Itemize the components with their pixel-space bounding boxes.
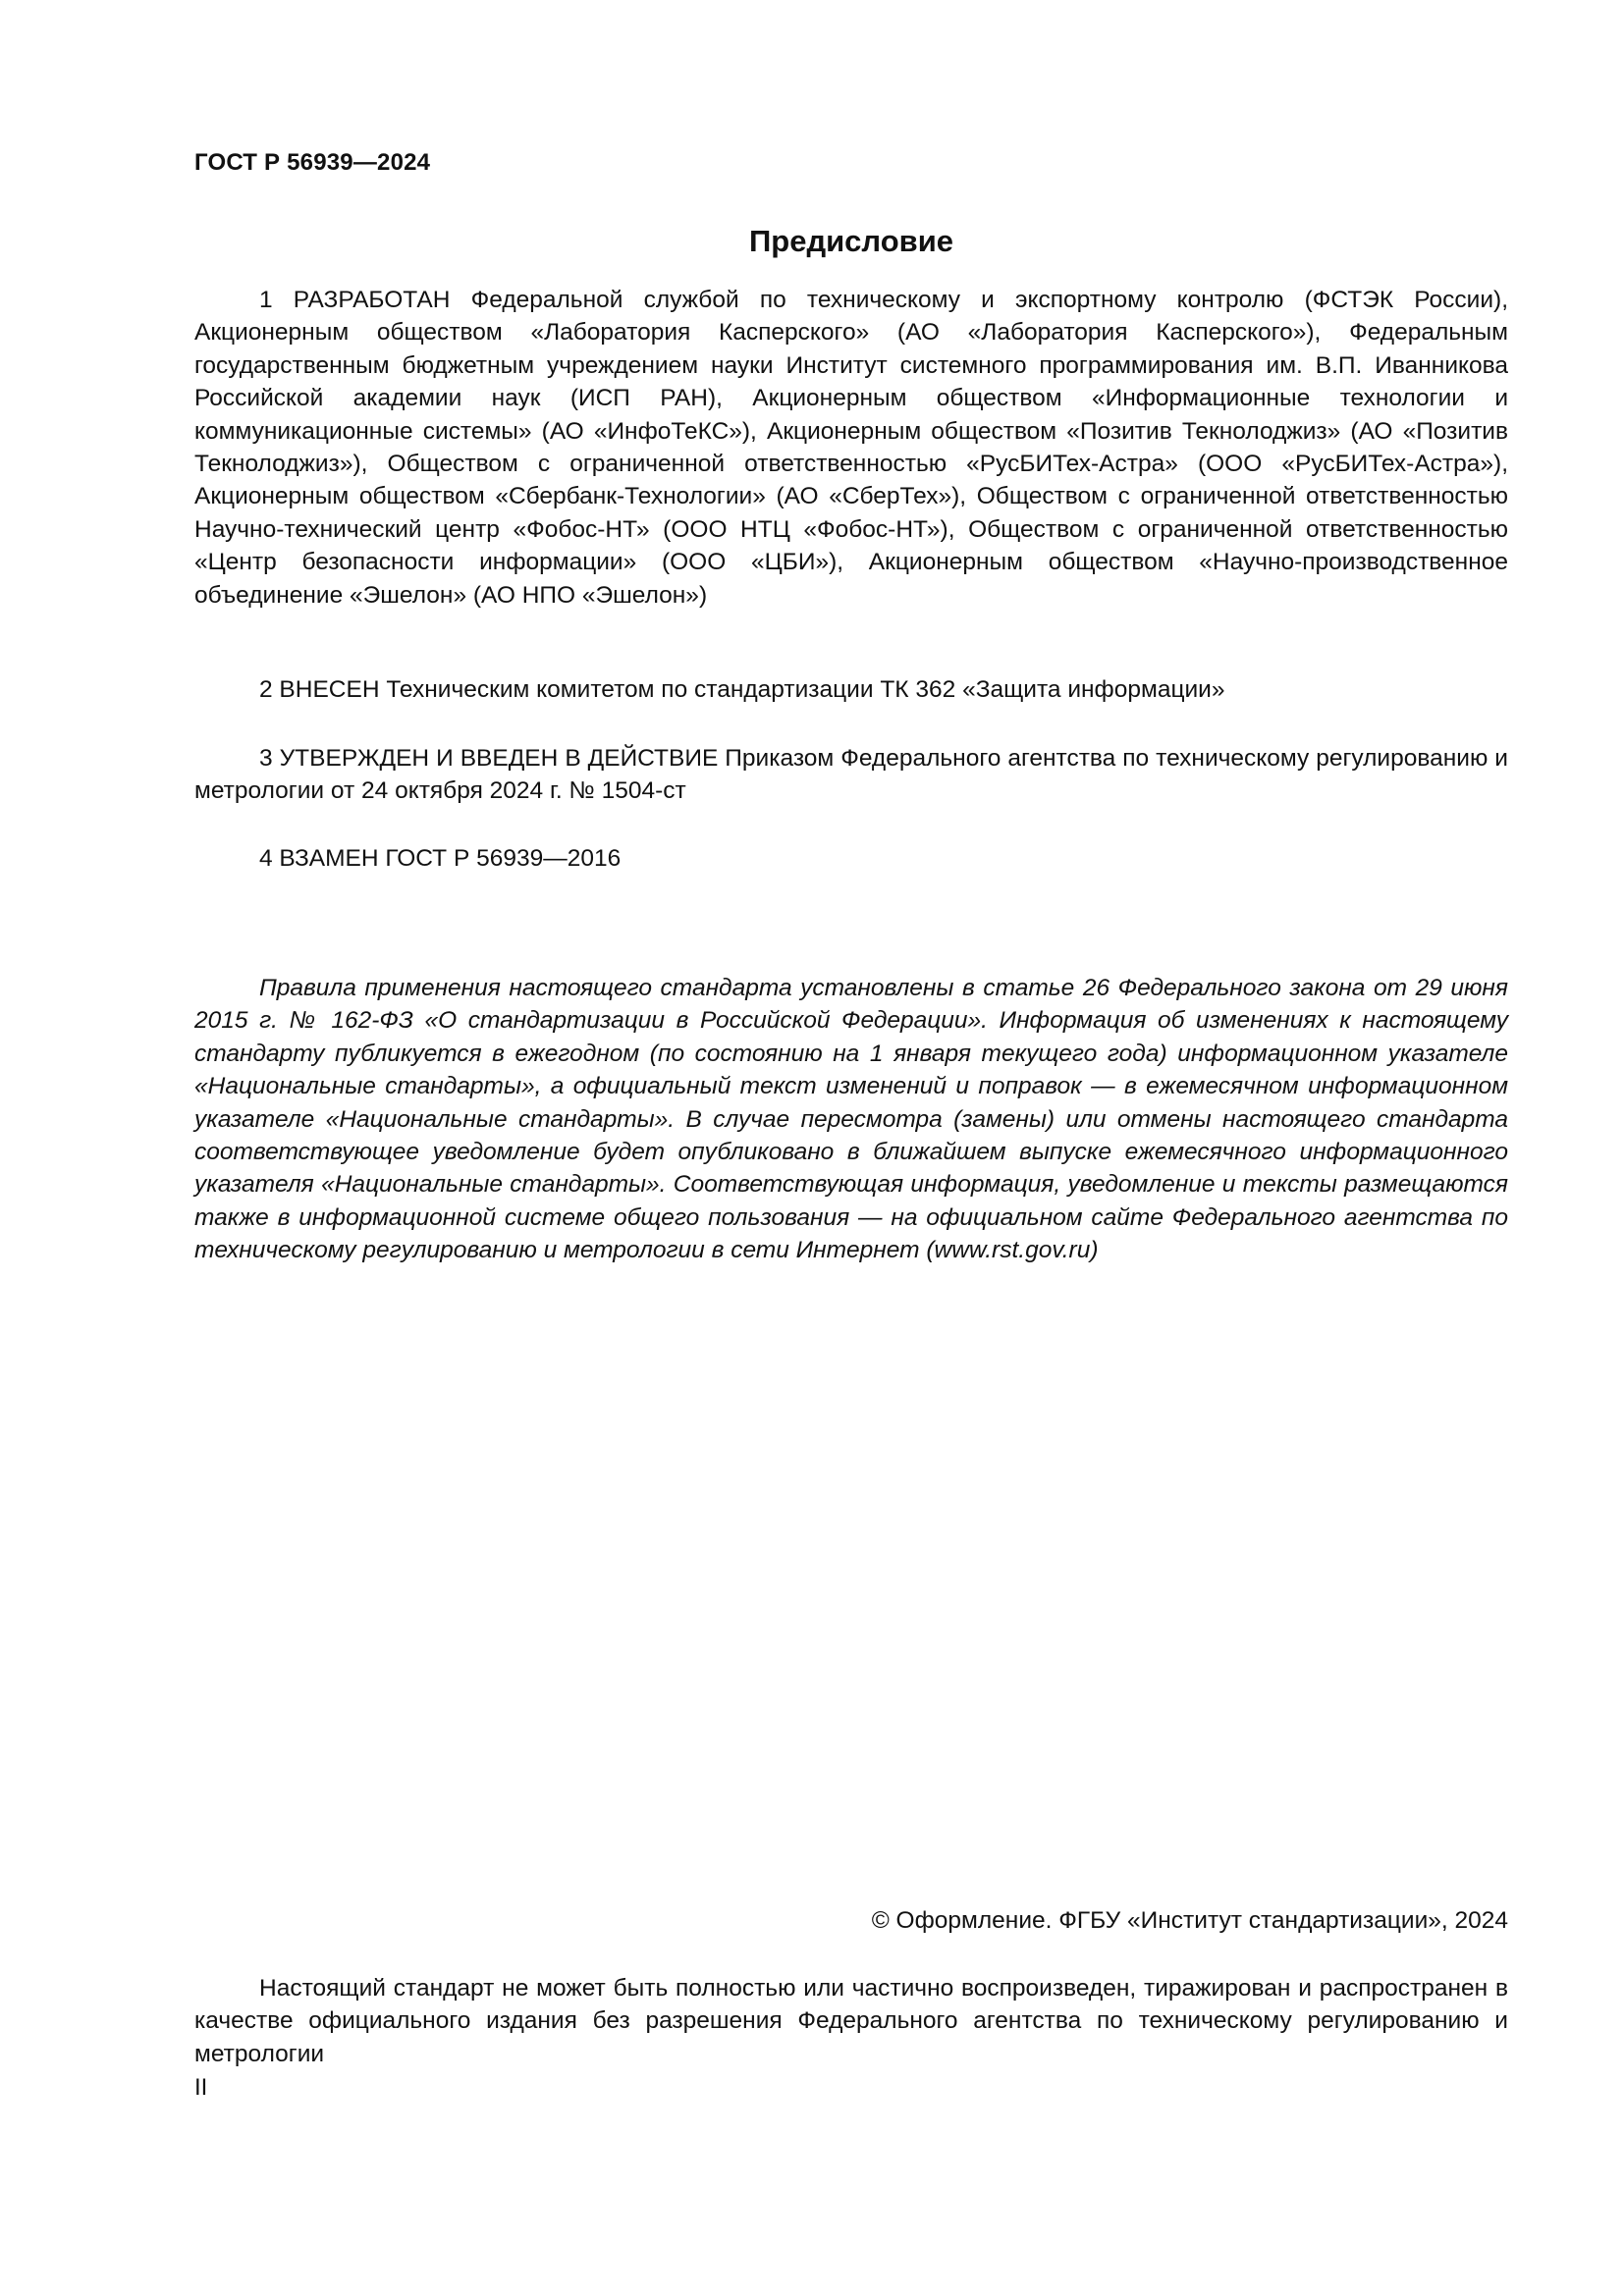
foreword-item-4: 4 ВЗАМЕН ГОСТ Р 56939—2016	[259, 845, 622, 872]
application-rules-notice: Правила применения настоящего стандарта установлены в статье 26 Федерального закона от 29 июня 2015 г. № 162-ФЗ «О стандартизации в Российской Федерации». Информация об изменениях к настоящему стандарту публикуется в ежегодном (по состоянию на 1 января текущего года) информационном указателе «Национальные стандарты», а официальный текст изменений и поправок — в ежемесячном информационном указателе «Национальные стандарты». В случае пересмотра (замены) или отмены настоящего стандарта соответствующее уведомление будет опубликовано в ближайшем выпуске ежемесячного информационного указателя «Национальные стандарты». Соответствующая информация, уведомление и тексты размещаются также в информационной системе общего пользования — на официальном сайте Федерального агентства по техническому регулированию и метрологии в сети Интернет (www.rst.gov.ru)	[194, 975, 1508, 1264]
foreword-item-1: 1 РАЗРАБОТАН Федеральной службой по техническому и экспортному контролю (ФСТЭК России), Акционерным обществом «Лаборатория Касперского» (АО «Лаборатория Касперского»), Федеральным государственным бюджетным учреждением науки Институт системного программирования им. В.П. Иванникова Российской академии наук (ИСП РАН), Акционерным обществом «Информационные технологии и коммуникационные системы» (АО «ИнфоТеКС»), Акционерным обществом «Позитив Текнолоджиз» (АО «Позитив Текнолоджиз»), Обществом с ограниченной ответственностью «РусБИТех-Астра» (ООО «РусБИТех-Астра»), Акционерным обществом «Сбербанк-Технологии» (АО «СберТех»), Обществом с ограниченной ответственностью Научно-технический центр «Фобос-НТ» (ООО НТЦ «Фобос-НТ»), Обществом с ограниченной ответственностью «Центр безопасности информации» (ООО «ЦБИ»), Акционерным обществом «Научно-производственное объединение «Эшелон» (АО НПО «Эшелон»)	[194, 287, 1508, 609]
foreword-item-3: 3 УТВЕРЖДЕН И ВВЕДЕН В ДЕЙСТВИЕ Приказом Федерального агентства по техническому регулированию и метрологии от 24 октября 2024 г. № 1504-ст	[194, 745, 1508, 805]
foreword-item-2: 2 ВНЕСЕН Техническим комитетом по стандартизации ТК 362 «Защита информации»	[259, 676, 1225, 703]
reproduction-rights-notice: Настоящий стандарт не может быть полностью или частично воспроизведен, тиражирован и распространен в качестве официального издания без разрешения Федерального агентства по техническому регулированию и метрологии	[194, 1975, 1508, 2067]
foreword-title: Предисловие	[748, 224, 953, 258]
page-number: II	[194, 2074, 208, 2101]
copyright-line: © Оформление. ФГБУ «Институт стандартизации», 2024	[871, 1907, 1508, 1934]
standard-code: ГОСТ Р 56939—2024	[194, 149, 431, 176]
document-page	[194, 0, 1508, 2296]
